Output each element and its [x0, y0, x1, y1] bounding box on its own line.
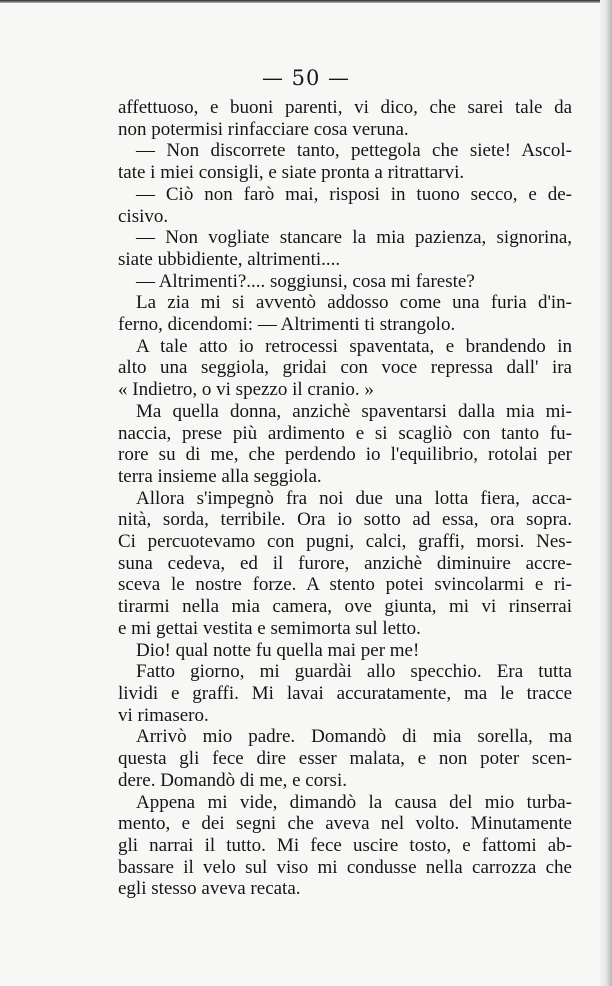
text-line: nità, sorda, terribile. Ora io sotto ad essa, ora sopra. — [118, 509, 572, 531]
text-line: naccia, prese più ardimento e si scagliò con tanto fu- — [118, 422, 572, 444]
text-line: Allora s'impegnò fra noi due una lotta fiera, acca- — [136, 487, 572, 509]
text-line: non potermisi rinfacciare cosa veruna. — [118, 118, 409, 140]
text-line: ferno, dicendomi: — Altrimenti ti strangolo. — [118, 314, 456, 336]
text-line: siate ubbidiente, altrimenti.... — [118, 248, 341, 270]
text-line: « Indietro, o vi spezzo il cranio. » — [118, 379, 374, 401]
text-line: cisivo. — [118, 205, 169, 227]
text-line: questa gli fece dire esser malata, e non poter scen- — [118, 748, 572, 770]
text-line: Fatto giorno, mi guardài allo specchio. Era tutta — [136, 661, 572, 683]
text-line: rore su di me, che perdendo io l'equilibrio, rotolai per — [118, 444, 572, 466]
text-line: alto una seggiola, gridai con voce repressa dall' ira — [118, 357, 572, 379]
text-line: gli narrai il tutto. Mi fece uscire tosto, e fattomi ab- — [118, 834, 572, 856]
text-line: terra insieme alla seggiola. — [118, 465, 322, 487]
text-line: A tale atto io retrocessi spaventata, e brandendo in — [136, 335, 572, 357]
page-top-edge — [0, 0, 612, 3]
page-number: — 50 — — [261, 66, 351, 90]
text-line: Dio! qual notte fu quella mai per me! — [136, 639, 420, 661]
text-line: egli stesso aveva recata. — [118, 878, 301, 900]
text-line: vi rimasero. — [118, 704, 209, 726]
text-line: La zia mi si avventò addosso come una furia d'in- — [136, 292, 572, 314]
text-line: bassare il velo sul viso mi condusse nella carrozza che — [118, 856, 572, 878]
text-line: dere. Domandò di me, e corsi. — [118, 769, 347, 791]
text-line: suna cedeva, ed il furore, anzichè diminuire accre- — [118, 552, 572, 574]
text-line: Arrivò mio padre. Domandò di mia sorella, ma — [136, 726, 572, 748]
text-line: lividi e graffi. Mi lavai accuratamente, ma le tracce — [118, 682, 572, 704]
text-line: — Non vogliate stancare la mia pazienza, signorina, — [136, 227, 572, 249]
text-line: — Non discorrete tanto, pettegola che siete! Ascol- — [136, 140, 572, 162]
text-line: tate i miei consigli, e siate pronta a ritrattarvi. — [118, 162, 465, 184]
text-line: e mi gettai vestita e semimorta sul letto. — [118, 617, 421, 639]
text-line: — Ciò non farò mai, risposi in tuono secco, e de- — [136, 183, 572, 205]
body-text — [118, 97, 572, 900]
text-line: — Altrimenti?.... soggiunsi, cosa mi fareste? — [136, 270, 475, 292]
text-line: tirarmi nella mia camera, ove giunta, mi vi rinserrai — [118, 596, 572, 618]
page-right-edge-shadow — [600, 0, 612, 986]
text-line: Appena mi vide, dimandò la causa del mio turba- — [136, 791, 572, 813]
text-line: affettuoso, e buoni parenti, vi dico, che sarei tale da — [118, 97, 572, 118]
text-line: Ci percuotevamo con pugni, calci, graffi, morsi. Nes- — [118, 531, 572, 553]
text-line: sceva le nostre forze. A stento potei svincolarmi e ri- — [118, 574, 572, 596]
text-line: mento, e dei segni che aveva nel volto. Minutamente — [118, 813, 572, 835]
text-line: Ma quella donna, anzichè spaventarsi dalla mia mi- — [136, 400, 572, 422]
